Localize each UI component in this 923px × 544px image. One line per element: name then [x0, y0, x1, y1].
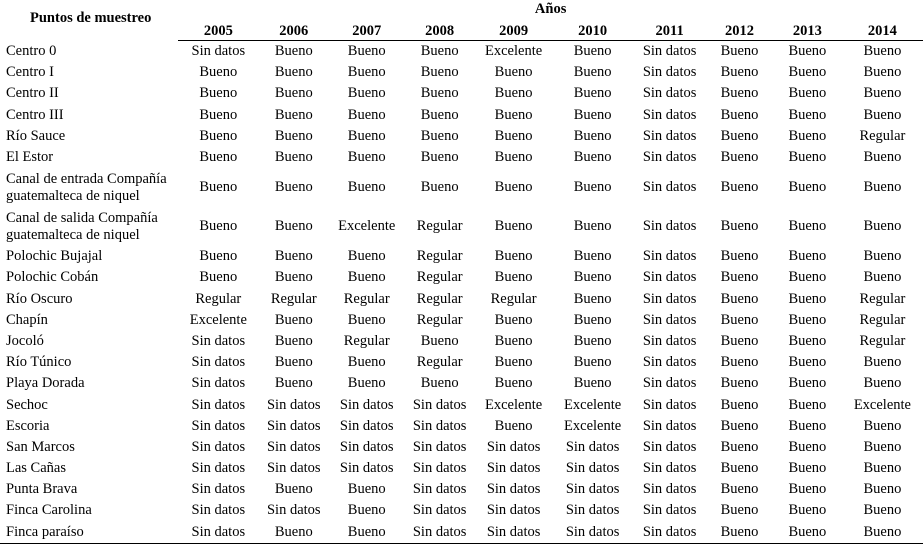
quality-cell: Regular	[416, 248, 463, 265]
quality-cell: Excelente	[338, 218, 396, 235]
quality-cell: Bueno	[494, 64, 533, 81]
year-header: 2010	[552, 20, 633, 41]
quality-cell: Bueno	[788, 481, 827, 498]
table-row	[0, 168, 923, 207]
quality-cell: Bueno	[199, 149, 238, 166]
quality-cell: Bueno	[573, 269, 612, 286]
table-row	[0, 352, 923, 373]
quality-cell: Sin datos	[412, 396, 467, 413]
quality-cell: Bueno	[347, 127, 386, 144]
quality-cell: Bueno	[420, 375, 459, 392]
quality-cell: Sin datos	[339, 417, 394, 434]
sampling-point-label: El Estor	[6, 149, 54, 166]
quality-cell: Bueno	[720, 460, 759, 477]
quality-cell: Bueno	[274, 354, 313, 371]
quality-cell: Bueno	[788, 332, 827, 349]
quality-cell: Bueno	[199, 179, 238, 196]
quality-cell: Bueno	[199, 248, 238, 265]
sampling-point-label: Canal de salida Compañía guatemalteca de niquel	[6, 209, 158, 243]
sampling-point-label: Centro I	[6, 64, 54, 81]
quality-cell: Bueno	[420, 332, 459, 349]
quality-cell: Sin datos	[633, 522, 706, 544]
quality-cell: Sin datos	[412, 481, 467, 498]
year-header: 2013	[773, 20, 842, 41]
quality-cell: Bueno	[573, 332, 612, 349]
table-row	[0, 500, 923, 521]
quality-cell: Sin datos	[486, 481, 541, 498]
quality-cell: Bueno	[788, 106, 827, 123]
quality-cell: Bueno	[420, 43, 459, 60]
sampling-point-label: Jocoló	[6, 332, 44, 349]
year-header: 2011	[633, 20, 706, 41]
quality-cell: Excelente	[853, 396, 911, 413]
quality-cell: Bueno	[788, 64, 827, 81]
quality-cell: Sin datos	[339, 438, 394, 455]
quality-cell: Bueno	[494, 269, 533, 286]
quality-cell: Regular	[343, 332, 390, 349]
quality-cell: Regular	[195, 290, 242, 307]
quality-cell: Bueno	[863, 43, 902, 60]
quality-cell: Sin datos	[642, 248, 697, 265]
quality-cell: Regular	[859, 290, 906, 307]
sampling-point-label: Centro 0	[6, 42, 57, 59]
quality-cell: Sin datos	[642, 438, 697, 455]
quality-cell: Sin datos	[642, 218, 697, 235]
quality-cell: Bueno	[420, 179, 459, 196]
quality-cell: Bueno	[199, 106, 238, 123]
quality-cell: Bueno	[573, 85, 612, 102]
quality-cell: Bueno	[788, 269, 827, 286]
quality-cell: Bueno	[720, 64, 759, 81]
quality-cell: Regular	[416, 311, 463, 328]
quality-cell: Sin datos	[565, 460, 620, 477]
quality-cell: Sin datos	[266, 396, 321, 413]
table-row	[0, 105, 923, 126]
quality-cell: Sin datos	[642, 375, 697, 392]
quality-cell: Bueno	[788, 417, 827, 434]
quality-cell: Bueno	[347, 502, 386, 519]
quality-cell: Bueno	[347, 248, 386, 265]
quality-cell: Bueno	[494, 311, 533, 328]
table-row	[0, 83, 923, 104]
quality-cell: Sin datos	[642, 269, 697, 286]
year-header: 2014	[842, 20, 923, 41]
quality-cell: Bueno	[347, 149, 386, 166]
quality-cell: Bueno	[199, 64, 238, 81]
quality-cell: Bueno	[274, 269, 313, 286]
quality-cell: Sin datos	[266, 502, 321, 519]
quality-cell: Sin datos	[178, 522, 258, 544]
quality-cell: Bueno	[720, 269, 759, 286]
quality-cell: Regular	[343, 290, 390, 307]
quality-cell: Bueno	[329, 522, 404, 544]
quality-cell: Bueno	[420, 106, 459, 123]
quality-cell: Sin datos	[191, 502, 246, 519]
years-group-label: Años	[534, 1, 567, 17]
sampling-point-label: Río Túnico	[6, 354, 72, 371]
quality-cell: Bueno	[720, 179, 759, 196]
quality-cell: Sin datos	[642, 179, 697, 196]
quality-cell: Sin datos	[191, 438, 246, 455]
quality-cell: Regular	[270, 290, 317, 307]
quality-cell: Sin datos	[266, 417, 321, 434]
table-row	[0, 331, 923, 352]
quality-cell: Bueno	[494, 248, 533, 265]
table-row	[0, 458, 923, 479]
quality-cell: Regular	[490, 290, 537, 307]
sampling-point-label: Sechoc	[6, 396, 48, 413]
quality-cell: Sin datos	[565, 438, 620, 455]
quality-cell: Bueno	[788, 438, 827, 455]
table-row	[0, 479, 923, 500]
quality-cell: Bueno	[274, 127, 313, 144]
header-group-row	[0, 0, 923, 20]
quality-cell: Bueno	[788, 375, 827, 392]
quality-cell: Bueno	[720, 248, 759, 265]
table-row	[0, 289, 923, 310]
quality-cell: Bueno	[788, 311, 827, 328]
quality-cell: Bueno	[720, 290, 759, 307]
sampling-point-label: Río Oscuro	[6, 290, 73, 307]
quality-cell: Bueno	[788, 354, 827, 371]
quality-cell: Bueno	[347, 106, 386, 123]
quality-cell: Bueno	[494, 375, 533, 392]
quality-cell: Bueno	[573, 311, 612, 328]
quality-cell: Sin datos	[642, 332, 697, 349]
sampling-point-label: Centro III	[6, 106, 64, 123]
quality-cell: Bueno	[274, 332, 313, 349]
quality-cell: Bueno	[720, 85, 759, 102]
quality-cell: Bueno	[863, 417, 902, 434]
quality-cell: Bueno	[573, 290, 612, 307]
sampling-point-label: Punta Brava	[6, 481, 78, 498]
quality-cell: Bueno	[258, 522, 329, 544]
table-header	[0, 0, 923, 41]
quality-cell: Sin datos	[412, 460, 467, 477]
quality-cell: Sin datos	[404, 522, 475, 544]
table-row	[0, 41, 923, 63]
row-header-label: Puntos de muestreo	[30, 10, 152, 26]
quality-cell: Bueno	[274, 85, 313, 102]
quality-cell: Bueno	[494, 354, 533, 371]
quality-cell: Bueno	[494, 149, 533, 166]
table-row	[0, 394, 923, 415]
quality-cell: Regular	[416, 290, 463, 307]
quality-cell: Bueno	[720, 417, 759, 434]
quality-cell: Sin datos	[191, 354, 246, 371]
quality-cell: Sin datos	[642, 417, 697, 434]
quality-cell: Sin datos	[191, 481, 246, 498]
table-row	[0, 207, 923, 246]
quality-cell: Bueno	[788, 179, 827, 196]
quality-cell: Bueno	[863, 179, 902, 196]
quality-cell: Bueno	[573, 375, 612, 392]
quality-cell: Bueno	[788, 43, 827, 60]
sampling-point-label: Polochic Cobán	[6, 269, 99, 286]
quality-cell: Bueno	[494, 127, 533, 144]
quality-cell: Bueno	[788, 149, 827, 166]
quality-cell: Bueno	[347, 481, 386, 498]
quality-cell: Sin datos	[266, 460, 321, 477]
sampling-point-label: Playa Dorada	[6, 375, 85, 392]
quality-cell: Bueno	[788, 85, 827, 102]
quality-cell: Bueno	[573, 127, 612, 144]
table-row	[0, 310, 923, 331]
table-row	[0, 373, 923, 394]
quality-cell: Sin datos	[486, 438, 541, 455]
quality-cell: Bueno	[199, 269, 238, 286]
quality-cell: Regular	[416, 354, 463, 371]
quality-cell: Sin datos	[266, 438, 321, 455]
quality-cell: Bueno	[720, 311, 759, 328]
quality-cell: Bueno	[720, 438, 759, 455]
quality-cell: Bueno	[347, 85, 386, 102]
sampling-point-label: Canal de entrada Compañía guatemalteca de niquel	[6, 170, 167, 204]
quality-cell: Bueno	[494, 106, 533, 123]
quality-cell: Regular	[859, 332, 906, 349]
quality-cell: Bueno	[720, 375, 759, 392]
quality-cell: Bueno	[863, 481, 902, 498]
quality-cell: Bueno	[863, 85, 902, 102]
table-row	[0, 126, 923, 147]
quality-cell: Sin datos	[191, 417, 246, 434]
quality-cell: Sin datos	[191, 332, 246, 349]
quality-cell: Regular	[416, 269, 463, 286]
quality-cell: Excelente	[485, 396, 543, 413]
quality-cell: Bueno	[274, 64, 313, 81]
year-header: 2008	[404, 20, 475, 41]
quality-cell: Sin datos	[565, 481, 620, 498]
quality-cell: Bueno	[274, 149, 313, 166]
quality-cell: Bueno	[494, 417, 533, 434]
quality-cell: Sin datos	[642, 127, 697, 144]
quality-cell: Bueno	[720, 149, 759, 166]
quality-cell: Bueno	[720, 354, 759, 371]
quality-cell: Sin datos	[642, 396, 697, 413]
quality-cell: Bueno	[573, 179, 612, 196]
quality-cell: Bueno	[863, 354, 902, 371]
quality-cell: Sin datos	[412, 417, 467, 434]
quality-cell: Bueno	[420, 64, 459, 81]
quality-cell: Bueno	[199, 218, 238, 235]
quality-cell: Sin datos	[642, 311, 697, 328]
quality-cell: Bueno	[573, 43, 612, 60]
quality-cell: Bueno	[274, 106, 313, 123]
sampling-point-label: Finca paraíso	[0, 522, 178, 544]
quality-cell: Bueno	[863, 218, 902, 235]
quality-cell: Bueno	[274, 218, 313, 235]
table-row	[0, 246, 923, 267]
quality-cell: Sin datos	[191, 375, 246, 392]
quality-cell: Bueno	[863, 502, 902, 519]
quality-cell: Bueno	[494, 218, 533, 235]
quality-cell: Bueno	[788, 396, 827, 413]
quality-cell: Bueno	[199, 85, 238, 102]
table-row	[0, 267, 923, 288]
quality-cell: Sin datos	[642, 149, 697, 166]
quality-cell: Sin datos	[642, 106, 697, 123]
quality-cell: Sin datos	[339, 460, 394, 477]
quality-cell: Bueno	[274, 311, 313, 328]
sampling-point-label: Polochic Bujajal	[6, 248, 103, 265]
quality-cell: Bueno	[773, 522, 842, 544]
quality-cell: Bueno	[863, 438, 902, 455]
quality-cell: Bueno	[274, 43, 313, 60]
quality-cell: Bueno	[788, 127, 827, 144]
sampling-point-label: Escoria	[6, 417, 50, 434]
quality-cell: Regular	[416, 218, 463, 235]
year-header: 2006	[258, 20, 329, 41]
quality-cell: Regular	[859, 127, 906, 144]
year-header: 2012	[706, 20, 773, 41]
sampling-point-label: Las Cañas	[6, 460, 66, 477]
quality-cell: Bueno	[720, 396, 759, 413]
quality-cell: Bueno	[347, 43, 386, 60]
quality-cell: Bueno	[842, 522, 923, 544]
quality-cell: Bueno	[863, 248, 902, 265]
quality-cell: Bueno	[347, 179, 386, 196]
quality-cell: Sin datos	[642, 85, 697, 102]
quality-cell: Sin datos	[191, 460, 246, 477]
quality-cell: Sin datos	[486, 502, 541, 519]
quality-cell: Bueno	[863, 460, 902, 477]
table-row	[0, 522, 923, 544]
quality-cell: Bueno	[720, 127, 759, 144]
quality-cell: Bueno	[347, 311, 386, 328]
table-row	[0, 437, 923, 458]
quality-cell: Bueno	[573, 218, 612, 235]
sampling-point-label: Río Sauce	[6, 127, 66, 144]
quality-cell: Sin datos	[642, 354, 697, 371]
quality-cell: Bueno	[573, 64, 612, 81]
quality-cell: Bueno	[420, 85, 459, 102]
table-row	[0, 62, 923, 83]
year-header: 2009	[475, 20, 552, 41]
quality-cell: Sin datos	[642, 502, 697, 519]
quality-cell: Bueno	[788, 290, 827, 307]
quality-cell: Bueno	[199, 127, 238, 144]
quality-cell: Bueno	[274, 375, 313, 392]
quality-cell: Excelente	[189, 311, 247, 328]
quality-cell: Sin datos	[565, 502, 620, 519]
quality-cell: Sin datos	[191, 396, 246, 413]
table-row	[0, 416, 923, 437]
quality-cell: Bueno	[573, 149, 612, 166]
quality-cell: Bueno	[573, 248, 612, 265]
quality-cell: Sin datos	[642, 43, 697, 60]
sampling-point-label: Centro II	[6, 85, 59, 102]
quality-cell: Bueno	[788, 502, 827, 519]
quality-cell: Bueno	[788, 218, 827, 235]
quality-cell: Sin datos	[339, 396, 394, 413]
quality-cell: Sin datos	[486, 460, 541, 477]
quality-cell: Bueno	[863, 269, 902, 286]
quality-cell: Excelente	[564, 417, 622, 434]
quality-cell: Bueno	[494, 85, 533, 102]
quality-cell: Bueno	[863, 149, 902, 166]
quality-cell: Bueno	[274, 481, 313, 498]
quality-cell: Sin datos	[642, 460, 697, 477]
sampling-point-label: Finca Carolina	[6, 502, 92, 519]
quality-cell: Bueno	[788, 460, 827, 477]
quality-cell: Bueno	[494, 332, 533, 349]
quality-cell: Bueno	[420, 127, 459, 144]
quality-cell: Bueno	[494, 179, 533, 196]
quality-cell: Sin datos	[642, 481, 697, 498]
quality-cell: Bueno	[863, 106, 902, 123]
quality-cell: Bueno	[347, 375, 386, 392]
quality-cell: Sin datos	[475, 522, 552, 544]
quality-cell: Bueno	[274, 179, 313, 196]
quality-cell: Bueno	[420, 149, 459, 166]
quality-cell: Sin datos	[642, 64, 697, 81]
quality-cell: Bueno	[863, 64, 902, 81]
quality-cell: Bueno	[706, 522, 773, 544]
quality-cell: Bueno	[347, 354, 386, 371]
quality-cell: Bueno	[720, 481, 759, 498]
quality-cell: Bueno	[720, 43, 759, 60]
sampling-point-label: San Marcos	[6, 438, 75, 455]
quality-cell: Bueno	[347, 269, 386, 286]
quality-cell: Sin datos	[412, 438, 467, 455]
quality-cell: Excelente	[564, 396, 622, 413]
table-row	[0, 147, 923, 168]
quality-cell: Bueno	[720, 218, 759, 235]
quality-cell: Bueno	[863, 375, 902, 392]
quality-cell: Bueno	[347, 64, 386, 81]
sampling-point-label: Chapín	[6, 311, 48, 328]
quality-cell: Sin datos	[642, 290, 697, 307]
year-header: 2005	[178, 20, 258, 41]
quality-cell: Bueno	[573, 106, 612, 123]
table-body	[0, 41, 923, 544]
quality-cell: Sin datos	[552, 522, 633, 544]
quality-cell: Regular	[859, 311, 906, 328]
quality-cell: Sin datos	[412, 502, 467, 519]
quality-cell: Sin datos	[191, 43, 246, 60]
quality-cell: Bueno	[720, 332, 759, 349]
quality-cell: Bueno	[788, 248, 827, 265]
quality-cell: Excelente	[485, 43, 543, 60]
quality-cell: Bueno	[274, 248, 313, 265]
year-header: 2007	[329, 20, 404, 41]
quality-cell: Bueno	[720, 502, 759, 519]
quality-cell: Bueno	[573, 354, 612, 371]
quality-cell: Bueno	[720, 106, 759, 123]
